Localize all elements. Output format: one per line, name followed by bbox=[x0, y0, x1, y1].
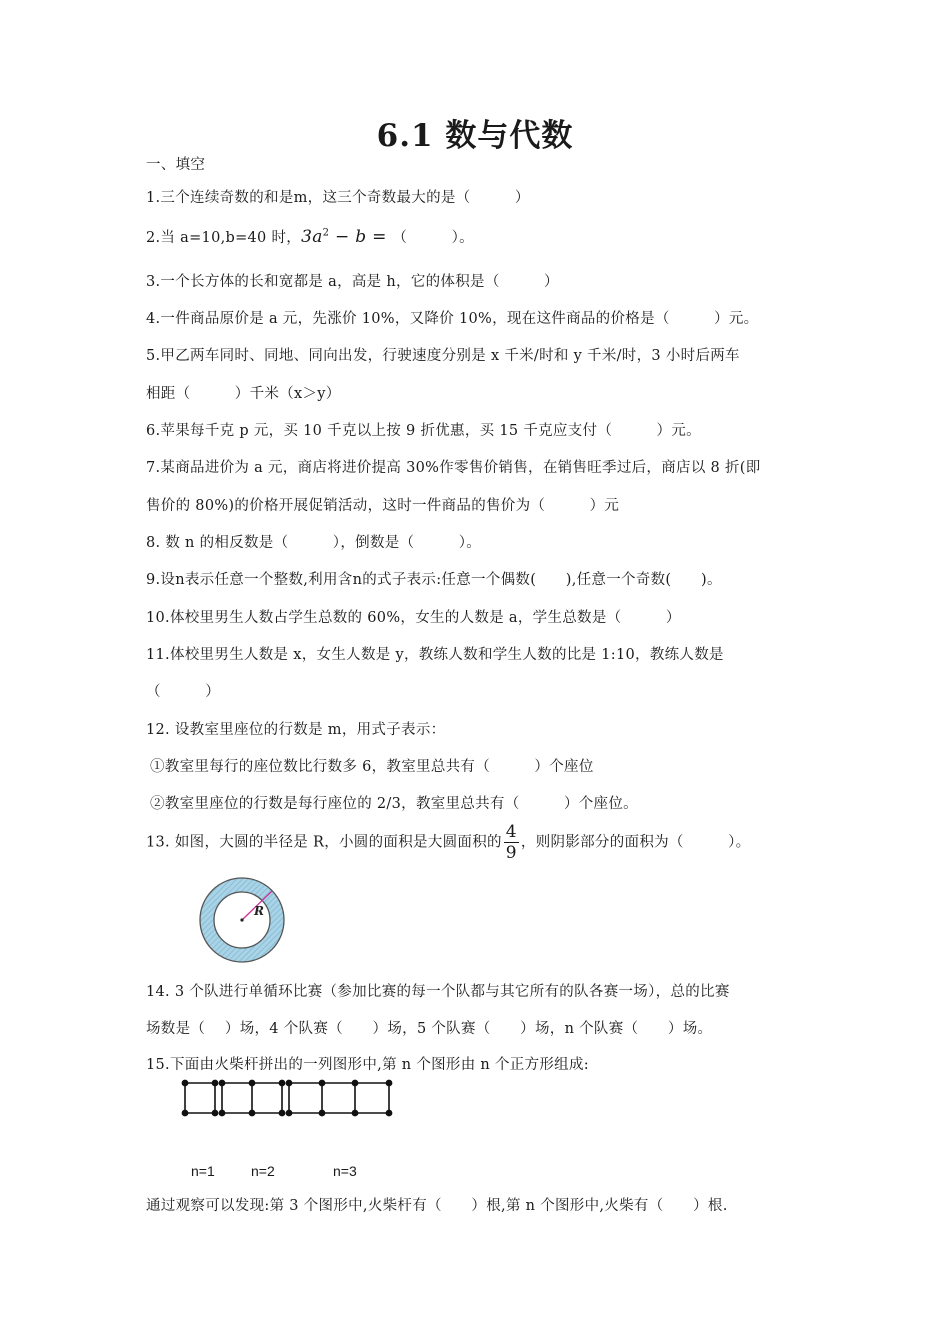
question-5-line-2: 相距（ ）千米（x＞y） bbox=[146, 386, 341, 402]
question-8: 8. 数 n 的相反数是（ ），倒数是（ ）。 bbox=[146, 535, 482, 551]
matchstick-square-1 bbox=[182, 1080, 217, 1115]
question-7-line-2: 售价的 80%)的价格开展促销活动，这时一件商品的售价为（ ）元 bbox=[146, 498, 620, 514]
matchstick-figure bbox=[178, 1076, 398, 1122]
question-12: 12. 设教室里座位的行数是 m，用式子表示： bbox=[146, 722, 446, 738]
question-7-line-1: 7.某商品进价为 a 元，商店将进价提高 30%作零售价销售，在销售旺季过后，商店以 8 折(即 bbox=[146, 460, 761, 476]
question-15-answer-line: 通过观察可以发现:第 3 个图形中,火柴杆有（ ）根,第 n 个图形中,火柴有（ ）根. bbox=[146, 1198, 728, 1214]
radius-label: R bbox=[254, 904, 264, 918]
question-14-line-2: 场数是（ ）场，4 个队赛（ ）场，5 个队赛（ ）场，n 个队赛（ ）场。 bbox=[146, 1021, 713, 1037]
question-10: 10.体校里男生人数占学生总数的 60%，女生的人数是 a，学生总数是（ ） bbox=[146, 610, 681, 626]
section-heading: 一、填空 bbox=[146, 157, 206, 173]
question-4: 4.一件商品原价是 a 元，先涨价 10%，又降价 10%，现在这件商品的价格是（ ）元。 bbox=[146, 311, 759, 327]
question-12-part-2: ②教室里座位的行数是每行座位的 2/3，教室里总共有（ ）个座位。 bbox=[150, 796, 638, 812]
page-title: 6.1 数与代数 bbox=[376, 118, 574, 154]
question-2-expression bbox=[301, 227, 392, 247]
figure-label-n2: n=2 bbox=[251, 1163, 275, 1179]
fraction bbox=[504, 822, 519, 863]
question-13-suffix: ，则阴影部分的面积为（ ）。 bbox=[520, 834, 751, 851]
question-5-line-1: 5.甲乙两车同时、同地、同向出发，行驶速度分别是 x 千米/时和 y 千米/时，3 小时后两车 bbox=[146, 348, 740, 364]
fraction-denominator: 9 bbox=[505, 843, 517, 863]
question-14-line-1: 14. 3 个队进行单循环比赛（参加比赛的每一个队都与其它所有的队各赛一场），总的比赛 bbox=[146, 984, 730, 1000]
question-3: 3.一个长方体的长和宽都是 a，高是 h，它的体积是（ ） bbox=[146, 274, 559, 290]
question-15: 15.下面由火柴杆拼出的一列图形中,第 n 个图形由 n 个正方形组成: bbox=[146, 1057, 589, 1073]
question-12-part-1: ①教室里每行的座位数比行数多 6，教室里总共有（ ）个座位 bbox=[150, 759, 594, 775]
question-2-prefix: 2.当 a=10,b=40 时， bbox=[146, 230, 302, 246]
question-2 bbox=[146, 226, 474, 247]
fraction-numerator: 4 bbox=[505, 822, 517, 842]
question-13-prefix: 13. 如图，大圆的半径是 R，小圆的面积是大圆面积的 bbox=[146, 834, 502, 851]
figure-label-n1: n=1 bbox=[191, 1163, 215, 1179]
annulus-figure bbox=[196, 874, 292, 968]
question-1: 1.三个连续奇数的和是m，这三个奇数最大的是（ ） bbox=[146, 190, 530, 206]
matchstick-row-3 bbox=[286, 1080, 391, 1115]
question-11-line-1: 11.体校里男生人数是 x，女生人数是 y，教练人数和学生人数的比是 1:10，教练人数是 bbox=[146, 647, 724, 663]
question-2-suffix: （ ）。 bbox=[392, 230, 474, 246]
question-13 bbox=[146, 822, 750, 863]
expression-exponent: 2 bbox=[322, 227, 330, 239]
center-point bbox=[240, 918, 243, 921]
matchstick-row-2 bbox=[219, 1080, 284, 1115]
figure-label-n3: n=3 bbox=[333, 1163, 357, 1179]
question-6: 6.苹果每千克 p 元，买 10 千克以上按 9 折优惠，买 15 千克应支付（ ）元。 bbox=[146, 423, 701, 439]
expression-term-a: 3a bbox=[301, 227, 323, 247]
question-11-line-2: （ ） bbox=[146, 684, 220, 700]
expression-term-b: − b = bbox=[329, 227, 393, 247]
question-9: 9.设n表示任意一个整数,利用含n的式子表示:任意一个偶数( ),任意一个奇数( )。 bbox=[146, 572, 722, 588]
